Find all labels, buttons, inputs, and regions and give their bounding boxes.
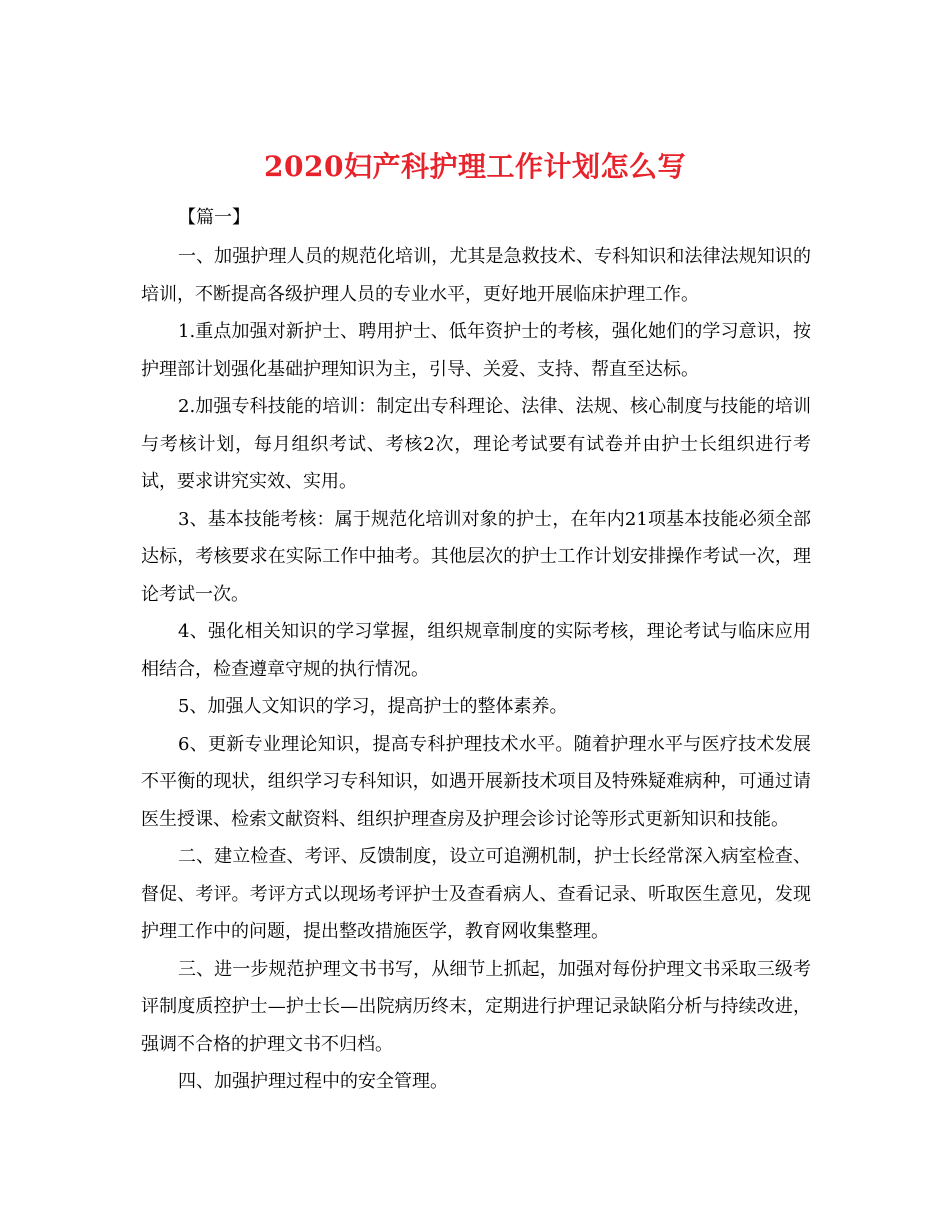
document-body bbox=[141, 238, 811, 1101]
paragraph: 2.加强专科技能的培训：制定出专科理论、法律、法规、核心制度与技能的培训与考核计划，每月组织考试、考核2次，理论考试要有试卷并由护士长组织进行考试，要求讲究实效、实用。 bbox=[141, 396, 811, 492]
section-label: 【篇一】 bbox=[178, 207, 250, 228]
paragraph: 4、强化相关知识的学习掌握，组织规章制度的实际考核，理论考试与临床应用相结合，检查遵章守规的执行情况。 bbox=[141, 621, 811, 680]
paragraph: 5、加强人文知识的学习，提高护士的整体素养。 bbox=[178, 696, 568, 717]
document-title: 2020妇产科护理工作计划怎么写 bbox=[264, 149, 686, 183]
paragraph: 3、基本技能考核：属于规范化培训对象的护士，在年内21项基本技能必须全部达标，考核要求在实际工作中抽考。其他层次的护士工作计划安排操作考试一次，理论考试一次。 bbox=[141, 508, 811, 605]
paragraph: 三、进一步规范护理文书书写，从细节上抓起，加强对每份护理文书采取三级考评制度质控护士—护士长—出院病历终末，定期进行护理记录缺陷分析与持续改进，强调不合格的护理文书不归档。 bbox=[141, 958, 811, 1055]
paragraph: 一、加强护理人员的规范化培训，尤其是急救技术、专科知识和法律法规知识的培训，不断提高各级护理人员的专业水平，更好地开展临床护理工作。 bbox=[141, 246, 811, 305]
paragraph: 四、加强护理过程中的安全管理。 bbox=[178, 1071, 448, 1092]
paragraph: 6、更新专业理论知识，提高专科护理技术水平。随着护理水平与医疗技术发展不平衡的现状，组织学习专科知识，如遇开展新技术项目及特殊疑难病种，可通过请医生授课、检索文献资料、组织护理查房及护理会诊讨论等形式更新知识和技能。 bbox=[141, 733, 811, 830]
paragraph: 二、建立检查、考评、反馈制度，设立可追溯机制，护士长经常深入病室检查、督促、考评。考评方式以现场考评护士及查看病人、查看记录、听取医生意见，发现护理工作中的问题，提出整改措施医学，教育网收集整理。 bbox=[141, 846, 811, 942]
paragraph: 1.重点加强对新护士、聘用护士、低年资护士的考核，强化她们的学习意识，按护理部计划强化基础护理知识为主，引导、关爱、支持、帮直至达标。 bbox=[141, 321, 811, 380]
